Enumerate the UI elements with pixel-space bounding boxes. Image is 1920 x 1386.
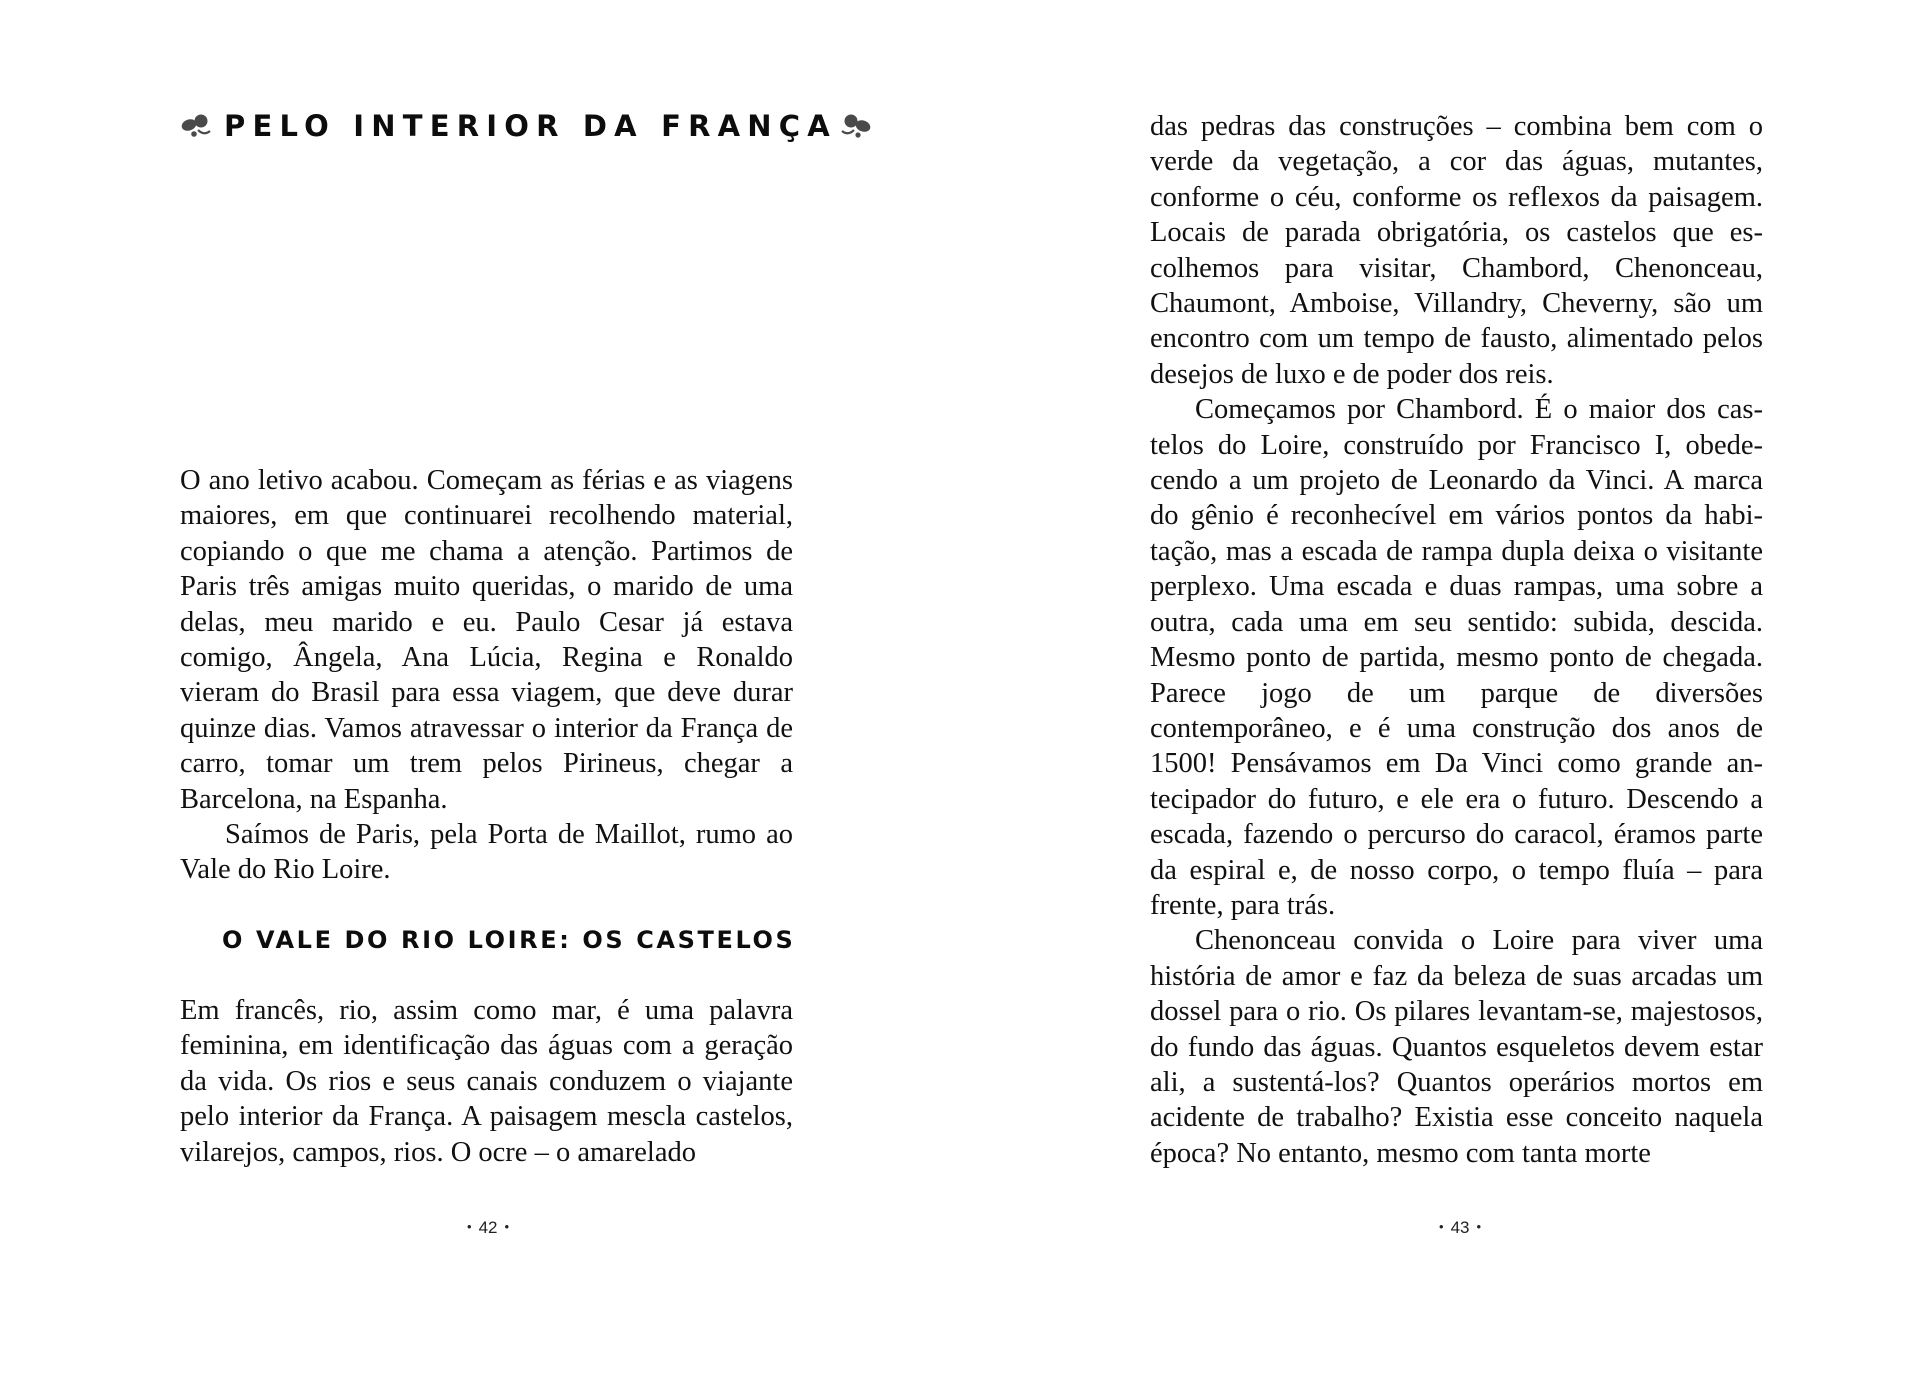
chapter-title bbox=[180, 106, 837, 146]
page-number bbox=[1432, 1218, 1488, 1238]
folio-dot: • bbox=[1476, 1219, 1482, 1234]
page-number bbox=[460, 1218, 516, 1238]
page-number-value: 42 bbox=[478, 1218, 498, 1237]
floral-fleuron-icon bbox=[180, 112, 214, 140]
paragraph: Começamos por Chambord. É o maior dos castelos do Loire, construído por Francisco I, obedecendo a um projeto de Leonardo da Vinci. A marca do gênio é reconhecível em vários pontos da habitação, mas a escada de rampa dupla deixa o visitante perplexo. Uma escada e duas rampas, uma sobre a outra, cada uma em seu sentido: subida, descida. Mesmo ponto de partida, mesmo ponto de chegada. Parece jogo de um parque de diversões contemporâneo, e é uma construção dos anos de 1500! Pensávamos em Da Vinci como grande antecipador do futuro, e ele era o futuro. Descendo a escada, fazendo o percurso do caracol, éramos parte da espiral e, de nosso corpo, o tempo fluía – para frente, para trás. bbox=[1150, 394, 1763, 921]
section-text bbox=[180, 993, 793, 1170]
folio-dot: • bbox=[467, 1219, 472, 1234]
paragraph: Em francês, rio, assim como mar, é uma palavra feminina, em identificação das águas com a geração da vida. Os rios e seus canais conduzem o viajante pelo interior da França. A paisagem mescla castelos, vilarejos, campos, rios. O ocre – o amarelado bbox=[180, 995, 793, 1168]
paragraph: Saímos de Paris, pela Porta de Maillot, rumo ao Vale do Rio Loire. bbox=[180, 819, 793, 886]
paragraph: Chenonceau convida o Loire para viver uma história de amor e faz da beleza de suas arcadas um dossel para o rio. Os pilares levantam-se, majestosos, do fundo das águas. Quantos esqueletos devem estar ali, a sustentá-los? Quantos operários mortos em acidente de trabalho? Existia esse conceito naquela época? No entanto, mesmo com tanta morte bbox=[1150, 925, 1763, 1169]
folio-dot: • bbox=[1439, 1219, 1444, 1234]
paragraph: O ano letivo acabou. Começam as férias e as viagens maiores, em que continuarei recolhendo material, copiando o que me chama a atenção. Partimos de Paris três amigas muito queridas, o marido de uma delas, meu marido e eu. Paulo Cesar já estava comigo, Ângela, Ana Lúcia, Regina e Ronaldo vieram do Brasil para essa viagem, que deve durar quinze dias. Vamos atravessar o interior da França de carro, tomar um trem pelos Pirineus, chegar a Barcelona, na Espanha. bbox=[180, 465, 793, 815]
right-page bbox=[960, 0, 1920, 1386]
section-heading: O VALE DO RIO LOIRE: OS CASTELOS bbox=[222, 926, 796, 954]
folio-dot: • bbox=[504, 1219, 510, 1234]
page-number-value: 43 bbox=[1450, 1218, 1470, 1237]
floral-fleuron-icon bbox=[839, 112, 873, 140]
chapter-title-text: PELO INTERIOR DA FRANÇA bbox=[224, 109, 837, 143]
paragraph: das pedras das construções – combina bem com o verde da vegetação, a cor das águas, mutantes, conforme o céu, conforme os reflexos da paisagem. Locais de parada obrigatória, os castelos que escolhemos para visitar, Chambord, Chenonceau, Chaumont, Amboise, Villandry, Cheverny, são um encontro com um tempo de fausto, alimentado pelos desejos de luxo e de poder dos reis. bbox=[1150, 111, 1763, 390]
intro-text bbox=[180, 463, 793, 888]
body-text bbox=[1150, 109, 1763, 1171]
